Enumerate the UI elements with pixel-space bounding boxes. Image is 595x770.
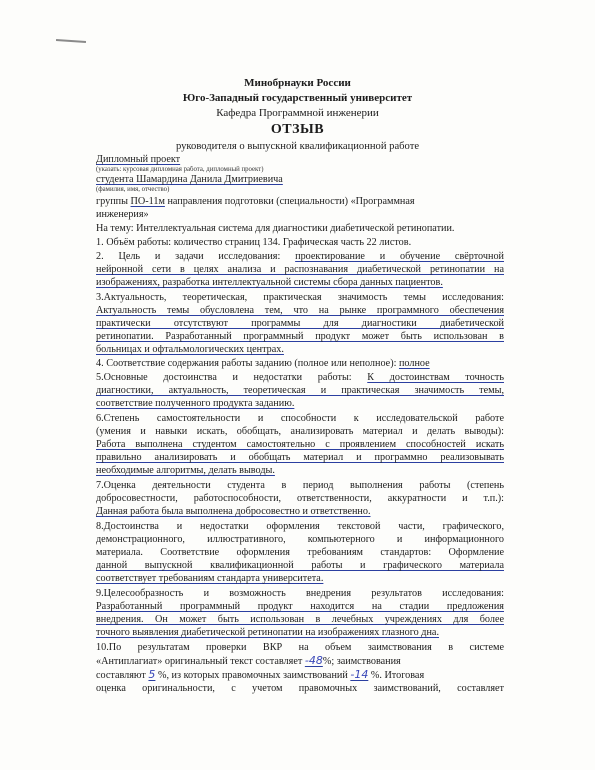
item-10-borrow-label: %; заимствования [322, 656, 401, 667]
item-3-line-5: больницах и офтальмологических центрах. [96, 344, 284, 355]
item-2-line-3: изображениях, разработка интеллектуальной системы сбора данных пациентов. [96, 277, 443, 288]
group-line [96, 195, 504, 209]
item-8-line-2: демонстрационного, иллюстративного, компьютерного и информационного [96, 534, 504, 545]
group-prefix: группы [96, 196, 131, 207]
item-10-orig-label: «Антиплагиат» оригинальный текст составляет [96, 656, 305, 667]
university-heading: Юго-Западный государственный университет [182, 92, 413, 104]
item-4-answer: полное [398, 358, 430, 369]
item-6-line-2: (умения и навыки искать, обобщать, анализировать материал и делать выводы): [96, 426, 504, 437]
work-type-value: Дипломный проект [96, 154, 181, 165]
item-5-line-1 [96, 371, 504, 385]
item-8-line-4: данной выпускной квалификационной работы и графического материала [96, 560, 504, 571]
direction-text: направления подготовки (специальности) «Программная [164, 196, 415, 207]
item-9-line-2: Разработанный программный продукт находится на стадии предложения [96, 601, 504, 612]
item-6-line-1: 6.Степень самостоятельности и способности к исследовательской работе [96, 413, 504, 424]
ministry-heading: Минобрнауки России [244, 77, 351, 89]
borrowing-value: 5 [148, 668, 156, 681]
item-9-line-1: 9.Целесообразность и возможность внедрения результатов исследования: [96, 588, 504, 599]
item-10-line-4: оценка оригинальности, с учетом правомочных заимствований, составляет [96, 683, 504, 694]
document-title: ОТЗЫВ [270, 122, 325, 137]
item-2-line-2: нейронной сети в целях анализа и распознавания диабетической ретинопатии на [96, 264, 504, 275]
topic: На тему: Интеллектуальная система для диагностики диабетической ретинопатии. [96, 223, 455, 234]
document-subtitle: руководителя о выпускной квалификационной работе [175, 141, 420, 152]
item-5-line-2: диагностики, актуальность, теоретическая и практическая значимость темы, [96, 385, 504, 396]
item-7-line-2: добросовестности, работоспособности, ответственности, аккуратности и т.п.): [96, 493, 504, 504]
item-4 [96, 357, 504, 371]
item-1-volume: 1. Объём работы: количество страниц 134. Графическая часть 22 листов. [96, 237, 412, 248]
item-7-line-1: 7.Оценка деятельности студента в период выполнения работы (степень [96, 480, 504, 491]
work-type-hint: (указать: курсовая дипломная работа, дипломный проект) [96, 166, 264, 173]
item-6-line-5: необходимые алгоритмы, делать выводы. [96, 465, 275, 476]
student-name [96, 173, 504, 187]
item-9-line-3: внедрения. Он может быть использован в лечебных учреждениях для более [96, 614, 504, 625]
item-3-line-2: Актуальность темы обусловлена тем, что на рынке программного обеспечения [96, 305, 504, 316]
item-3-line-4: ретинопатии. Разработанный программный продукт может быть использован в [96, 331, 504, 342]
group-value: ПО-11м [130, 196, 165, 207]
item-10-borrow-pre: составляют [96, 670, 149, 681]
item-6-line-4: правильно анализировать и обобщать материал и программно реализовывать [96, 452, 504, 463]
work-type [96, 153, 504, 167]
item-4-text: 4. Соответствие содержания работы заданию (полное или неполное): [96, 358, 399, 369]
item-10-final-label: %. Итоговая [368, 670, 425, 681]
department-heading: Кафедра Программной инженерии [216, 107, 379, 119]
student-name-value: студента Шамардина Данила Дмитриевича [96, 174, 283, 185]
item-3-line-3: практически отсутствуют программы для диагностики диабетической [96, 318, 504, 329]
legit-borrowing-value: -14 [350, 668, 369, 681]
item-8-line-3: материала. Соответствие оформления требованиям стандартов: Оформление [96, 547, 504, 558]
item-2-lead: 2. Цель и задачи исследования: [96, 251, 296, 262]
item-3-line-1: 3.Актуальность, теоретическая, практическая значимость темы исследования: [96, 292, 504, 303]
item-9-line-4: точного выявления диабетической ретинопатии на изображениях глазного дна. [96, 627, 439, 638]
item-10-line-1: 10.По результатам проверки ВКР на объем заимствования в системе [96, 642, 504, 653]
item-8-line-1: 8.Достоинства и недостатки оформления текстовой части, графического, [96, 521, 504, 532]
item-10-line-2 [96, 654, 504, 669]
direction-line-2: инженерия» [96, 209, 149, 220]
item-2-line-1 [96, 250, 504, 264]
item-6-line-3: Работа выполнена студентом самостоятельно с проявлением способностей искать [96, 439, 504, 450]
item-2-answer-1: проектирование и обучение свёрточной [295, 251, 504, 262]
item-5-line-3: соответствие полученного продукта заданию. [96, 398, 295, 409]
item-10-legit-label: %, из которых правомочных заимствований [155, 670, 351, 681]
item-8-line-5: соответствует требованиям стандарта университета. [96, 573, 324, 584]
student-hint: (фамилия, имя, отчество) [96, 186, 170, 193]
item-10-line-3 [96, 668, 504, 683]
item-5-answer-1: К достоинствам точность [367, 372, 504, 383]
originality-value: -48 [304, 654, 323, 667]
item-5-lead: 5.Основные достоинства и недостатки работы: [96, 372, 368, 383]
item-7-line-3: Данная работа была выполнена добросовестно и ответственно. [96, 506, 371, 517]
